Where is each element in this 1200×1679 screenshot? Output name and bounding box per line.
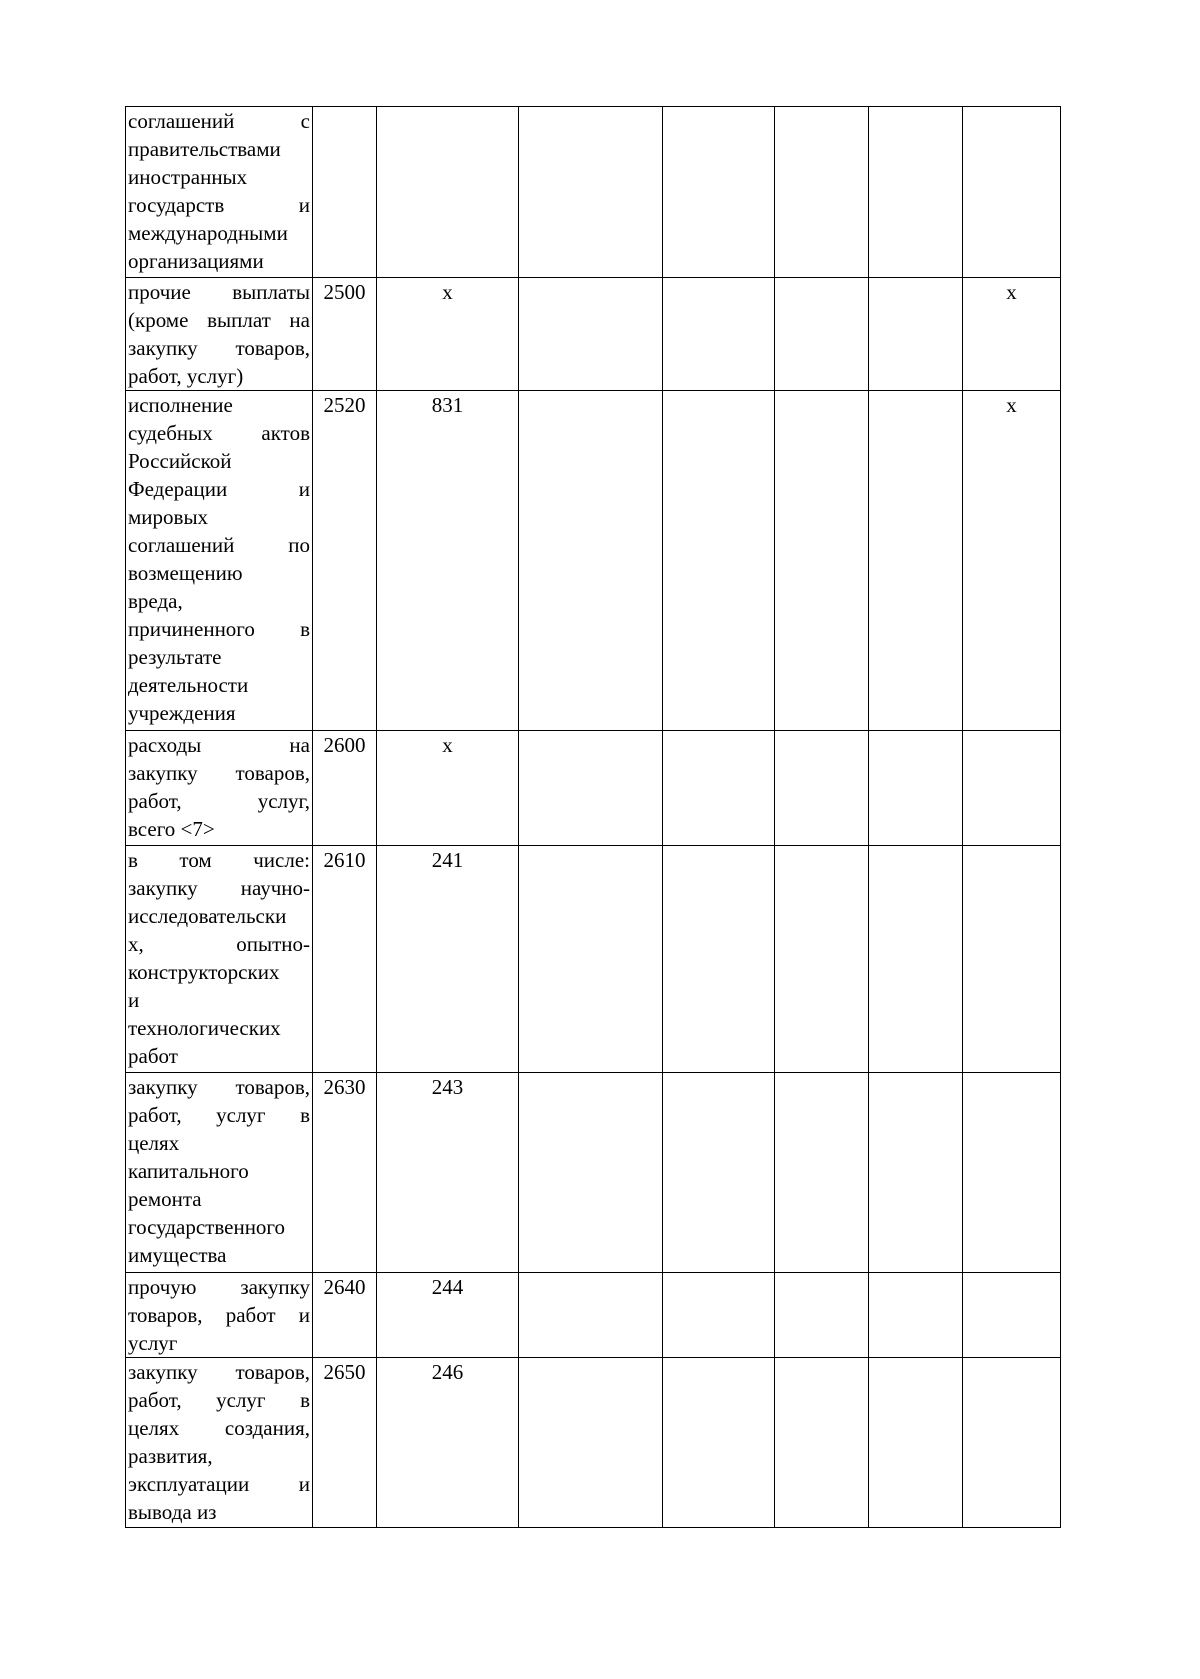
row-name-line: исполнение [128,393,233,417]
row-value-cell [663,846,775,1073]
row-value-cell [775,391,869,731]
row-name-line: целях [128,1131,180,1155]
row-value-cell [869,731,963,846]
table-row [126,391,1061,731]
row-value-cell [963,278,1061,391]
row-name-line: в том числе: [128,848,310,872]
row-name-line: капитального [128,1159,249,1183]
row-code-cell [313,1273,377,1358]
row-name-line: государств и [128,193,310,217]
row-name-line: ремонта [128,1187,202,1211]
row-name-line: правительствами [128,137,281,161]
row-name-line: развития, [128,1444,213,1468]
row-name-line: закупку научно- [128,876,310,900]
row-value-cell [869,278,963,391]
row-name-line: и [128,988,140,1012]
row-name-line: возмещению [128,561,243,585]
row-kbk-cell-text: х [442,733,453,757]
row-name-line: судебных актов [128,421,310,445]
row-kbk-cell [377,846,519,1073]
table-row [126,731,1061,846]
row-name-line: соглашений по [128,533,310,557]
row-kbk-cell [377,1358,519,1528]
row-value-cell [519,278,663,391]
row-value-cell [869,391,963,731]
row-name-cell [126,1358,313,1528]
row-value-cell [869,846,963,1073]
row-name-line: прочие выплаты [128,280,310,304]
row-code-cell [313,391,377,731]
row-name-line: расходы на [128,733,310,757]
row-value-cell [663,391,775,731]
row-code-cell [313,107,377,278]
row-name-line: результате [128,645,222,669]
row-value-cell [519,1073,663,1273]
row-name-line: товаров, работ и [128,1303,310,1327]
row-value-cell [775,1273,869,1358]
row-name-cell [126,1073,313,1273]
row-value-cell [663,1073,775,1273]
row-value-cell [519,107,663,278]
row-kbk-cell [377,1273,519,1358]
row-value-cell [869,1273,963,1358]
row-kbk-cell-text: 241 [431,848,464,872]
row-name-line: исследовательски [128,904,287,928]
row-code-cell-text: 2500 [323,280,366,304]
row-name-line: работ, услуг в [128,1388,310,1412]
row-code-cell-text: 2650 [323,1360,366,1384]
row-kbk-cell [377,391,519,731]
row-value-cell [663,278,775,391]
row-name-line: работ, услуг) [128,364,244,388]
row-value-cell [869,107,963,278]
row-value-cell-text: х [1006,280,1017,304]
row-value-cell [963,391,1061,731]
table-row [126,1273,1061,1358]
row-value-cell [775,1358,869,1528]
row-value-cell [663,1273,775,1358]
row-kbk-cell [377,1073,519,1273]
row-kbk-cell-text: 243 [431,1075,464,1099]
table-row [126,1073,1061,1273]
row-name-line: закупку товаров, [128,761,310,785]
row-value-cell [519,391,663,731]
row-kbk-cell-text: х [442,280,453,304]
row-name-line: имущества [128,1243,227,1267]
row-value-cell-text: х [1006,393,1017,417]
row-value-cell [663,731,775,846]
row-name-line: всего <7> [128,817,215,841]
budget-table [125,106,1061,1528]
row-value-cell [519,1358,663,1528]
row-name-line: деятельности [128,673,249,697]
row-name-line: работ, услуг, [128,789,310,813]
row-name-line: целях создания, [128,1416,310,1440]
row-name-line: (кроме выплат на [128,308,310,332]
row-code-cell [313,1073,377,1273]
row-value-cell [775,731,869,846]
row-kbk-cell [377,731,519,846]
row-kbk-cell-text: 244 [431,1275,464,1299]
row-name-line: эксплуатации и [128,1472,310,1496]
table-row [126,1358,1061,1528]
row-name-cell [126,278,313,391]
row-name-cell [126,731,313,846]
row-value-cell [963,1358,1061,1528]
row-code-cell [313,1358,377,1528]
row-name-line: работ [128,1044,178,1068]
row-name-cell [126,107,313,278]
row-name-line: организациями [128,249,264,273]
row-value-cell [963,1073,1061,1273]
row-value-cell [519,731,663,846]
row-value-cell [963,1273,1061,1358]
row-value-cell [775,278,869,391]
row-code-cell [313,731,377,846]
row-code-cell-text: 2610 [323,848,366,872]
table-row [126,846,1061,1073]
row-value-cell [775,846,869,1073]
row-code-cell-text: 2630 [323,1075,366,1099]
row-code-cell [313,846,377,1073]
row-name-line: вывода из [128,1500,217,1524]
row-name-cell [126,391,313,731]
row-value-cell [775,107,869,278]
row-kbk-cell-text: 246 [431,1360,464,1384]
row-code-cell-text: 2640 [323,1275,366,1299]
row-name-line: прочую закупку [128,1275,310,1299]
row-name-line: Российской [128,449,232,473]
table-row [126,107,1061,278]
row-kbk-cell-text: 831 [431,393,464,417]
row-name-line: закупку товаров, [128,1075,310,1099]
row-value-cell [663,107,775,278]
row-value-cell [963,107,1061,278]
row-name-line: вреда, [128,589,183,613]
row-name-line: мировых [128,505,209,529]
row-kbk-cell [377,107,519,278]
row-value-cell [963,731,1061,846]
row-name-line: причиненного в [128,617,310,641]
row-name-cell [126,1273,313,1358]
row-name-cell [126,846,313,1073]
row-value-cell [663,1358,775,1528]
table-row [126,278,1061,391]
row-name-line: технологических [128,1016,281,1040]
row-name-line: работ, услуг в [128,1103,310,1127]
row-name-line: услуг [128,1331,178,1355]
row-value-cell [519,846,663,1073]
row-value-cell [963,846,1061,1073]
table-body [126,107,1061,1528]
row-code-cell [313,278,377,391]
row-value-cell [869,1073,963,1273]
row-value-cell [869,1358,963,1528]
row-name-line: иностранных [128,165,248,189]
row-value-cell [775,1073,869,1273]
row-name-line: учреждения [128,701,236,725]
row-name-line: закупку товаров, [128,336,310,360]
row-name-line: конструкторских [128,960,280,984]
row-name-line: международными [128,221,288,245]
row-kbk-cell [377,278,519,391]
row-value-cell [519,1273,663,1358]
row-code-cell-text: 2600 [323,733,366,757]
row-name-line: государственного [128,1215,286,1239]
row-name-line: Федерации и [128,477,310,501]
row-name-line: закупку товаров, [128,1360,310,1384]
row-name-line: соглашений с [128,109,310,133]
row-code-cell-text: 2520 [323,393,366,417]
row-name-line: х, опытно- [128,932,310,956]
